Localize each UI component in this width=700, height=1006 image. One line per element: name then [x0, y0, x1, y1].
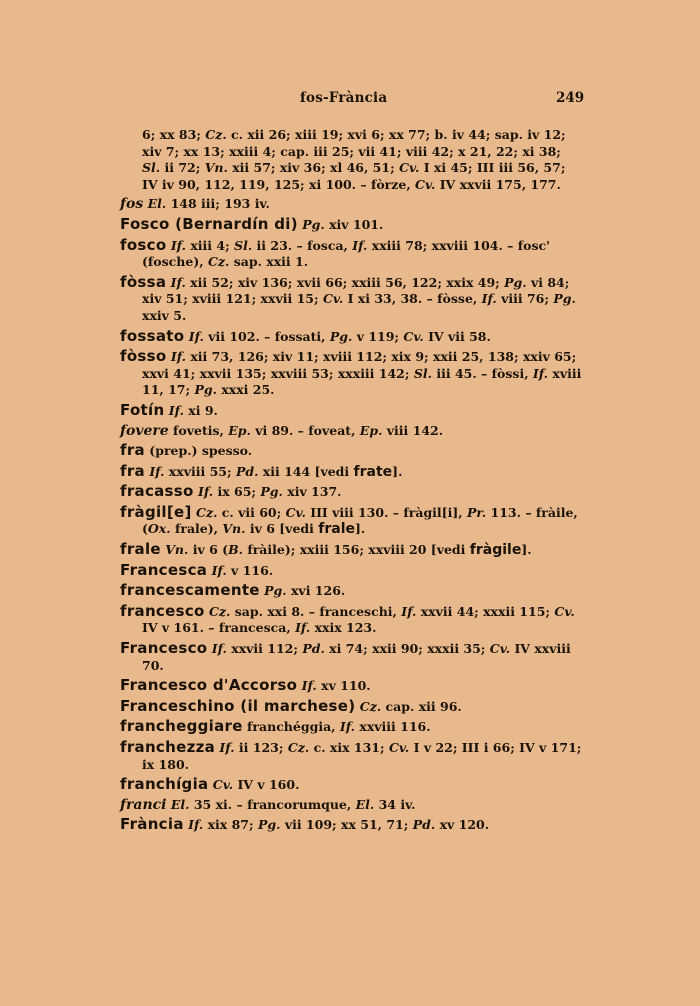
entry-text: sap. xxii 1.: [229, 254, 309, 270]
entry-text: c. xix 131;: [309, 740, 389, 755]
work-abbreviation: Vn.: [222, 521, 246, 537]
dictionary-entries: [120, 127, 582, 837]
entry-text: (prep.) spesso.: [144, 443, 253, 459]
dictionary-entry: [120, 483, 582, 501]
entry-text: ].: [392, 463, 403, 479]
work-abbreviation: Pg.: [260, 484, 283, 500]
work-abbreviation: If.: [188, 328, 204, 344]
entry-headword: fòsso: [120, 347, 167, 366]
work-abbreviation: Pg.: [504, 274, 527, 290]
entry-headword: franchezza: [120, 738, 216, 756]
work-abbreviation: Cz.: [207, 254, 230, 270]
entry-headword: frale: [120, 540, 161, 559]
entry-text: v 116.: [226, 562, 274, 578]
dictionary-entry: [120, 237, 582, 271]
entry-text: IV v 161. – francesca,: [142, 620, 296, 636]
entry-text: iii 45. – fòssi,: [432, 365, 533, 381]
work-abbreviation: If.: [170, 274, 186, 290]
entry-headword: fra: [120, 461, 145, 480]
running-header: [0, 90, 700, 110]
work-abbreviation: Vn.: [165, 542, 189, 558]
work-abbreviation: Pr.: [466, 504, 487, 520]
work-abbreviation: Pg.: [302, 216, 325, 232]
work-abbreviation: If.: [352, 237, 368, 253]
dictionary-entry: [120, 463, 582, 481]
work-abbreviation: B.: [228, 542, 243, 558]
dictionary-entry: [120, 423, 582, 440]
work-abbreviation: Cv.: [415, 176, 436, 192]
entry-text: frale),: [170, 521, 223, 537]
work-abbreviation: If.: [219, 740, 235, 755]
entry-text: viii 76;: [496, 291, 554, 307]
entry-text: franchéggia,: [242, 719, 340, 735]
entry-text: viii 142.: [382, 422, 444, 438]
dictionary-entry: [120, 640, 582, 674]
dictionary-entry: [120, 196, 582, 213]
work-abbreviation: If.: [211, 641, 227, 657]
entry-text: xxviii 116.: [355, 719, 431, 735]
entry-text: 148 iii; 193 iv.: [166, 196, 270, 212]
entry-text: ii 123;: [234, 740, 288, 755]
entry-text: cap. xii 96.: [381, 698, 462, 714]
entry-text: III viii 130. – fràgil[i],: [305, 504, 467, 520]
work-abbreviation: Cv.: [285, 504, 306, 520]
entry-text: xxvii 112;: [226, 641, 303, 657]
entry-text: xiv 101.: [324, 216, 384, 232]
entry-headword: francesco: [120, 601, 205, 620]
entry-headword: fovere: [120, 422, 169, 439]
cross-reference-word: fràgile: [469, 542, 522, 559]
entry-headword: franci: [120, 796, 167, 813]
dictionary-entry: [120, 718, 582, 736]
dictionary-entry: [120, 328, 582, 346]
entry-text: I xi 45; III iii 56, 57; IV iv 90, 112, 119, 125; xi 100. – fòrze,: [142, 160, 566, 192]
entry-headword: fosco: [120, 235, 167, 254]
dictionary-entry: [120, 677, 582, 695]
entry-text: xxxi 25.: [216, 382, 275, 398]
work-abbreviation: If.: [401, 603, 417, 619]
entry-text: fràile); xxiii 156; xxviii 20 [vedi: [242, 542, 470, 558]
work-abbreviation: Cv.: [403, 328, 424, 344]
entry-text: I xi 33, 38. – fòsse,: [343, 291, 482, 307]
entry-text: xxix 123.: [310, 620, 377, 636]
work-abbreviation: Pg.: [257, 817, 281, 833]
entry-headword: francheggiare: [120, 717, 243, 736]
entry-headword: Francesco d'Accorso: [120, 676, 298, 695]
dictionary-entry: [120, 582, 582, 600]
entry-text: ].: [355, 521, 366, 537]
work-abbreviation: Pd.: [235, 463, 259, 479]
dictionary-entry: [120, 541, 582, 559]
dictionary-entry: [120, 216, 582, 234]
work-abbreviation: Cv.: [554, 603, 575, 619]
work-abbreviation: Sl.: [413, 365, 432, 381]
work-abbreviation: If.: [188, 817, 204, 833]
work-abbreviation: Cz.: [359, 698, 382, 714]
dictionary-entry: [120, 274, 582, 325]
dictionary-entry: [120, 603, 582, 637]
entry-headword: Francesca: [120, 560, 208, 579]
dictionary-entry: [120, 562, 582, 580]
work-abbreviation: Cz.: [205, 127, 227, 142]
entry-headword: fracasso: [120, 482, 194, 501]
entry-headword: Frància: [120, 815, 184, 834]
entry-text: fovetis,: [168, 422, 229, 438]
work-abbreviation: If.: [481, 291, 497, 307]
entry-text: vi 84; xiv 51; xviii 121; xxvii 15;: [142, 274, 570, 307]
work-abbreviation: Pg.: [264, 583, 287, 599]
entry-text: xviii 11, 17;: [142, 365, 582, 398]
work-abbreviation: If.: [197, 484, 214, 500]
work-abbreviation: Sl.: [142, 160, 161, 176]
work-abbreviation: Pd.: [412, 817, 436, 833]
entry-text: 6; xx 83;: [142, 127, 206, 142]
work-abbreviation: Ox.: [147, 521, 171, 537]
entry-text: iv 6 [vedi: [245, 521, 319, 537]
work-abbreviation: El.: [147, 196, 167, 212]
work-abbreviation: Vn.: [204, 160, 228, 176]
entry-text: c. vii 60;: [217, 504, 286, 520]
work-abbreviation: Pg.: [329, 328, 353, 344]
entry-text: IV xxvii 175, 177.: [435, 176, 561, 192]
work-abbreviation: Ep.: [228, 422, 251, 438]
entry-text: ix 65;: [213, 484, 261, 500]
entry-headword: fòssa: [120, 272, 167, 291]
dictionary-entry: [120, 442, 582, 460]
work-abbreviation: Cv.: [322, 291, 344, 307]
work-abbreviation: If.: [301, 678, 317, 694]
work-abbreviation: El.: [170, 796, 190, 812]
entry-text: xv 120.: [435, 817, 490, 833]
entry-headword: Francesco: [120, 639, 208, 658]
entry-text: xxiii 78; xxviii 104. – fosc' (fosche),: [142, 237, 550, 270]
work-abbreviation: Cv.: [388, 740, 410, 755]
entry-text: 35 xi. – francorumque,: [189, 796, 356, 812]
entry-text: c. xii 26; xiii 19; xvi 6; xx 77; b. iv 44; sap. iv 12; xiv 7; xx 13; xxiii 4; cap. iii 25; vii 41; viii 42; x 21, 22; xi 38;: [142, 127, 566, 159]
entry-headword: Fosco (Bernardín di): [120, 214, 298, 233]
work-abbreviation: If.: [532, 365, 549, 381]
entry-text: xiv 137.: [282, 484, 342, 500]
entry-text: xv 110.: [316, 678, 371, 694]
entry-text: xiii 4;: [185, 237, 235, 253]
work-abbreviation: Cv.: [489, 641, 511, 657]
dictionary-entry: [120, 698, 582, 716]
cross-reference-word: frale: [318, 521, 355, 538]
entry-headword: Franceschino (il marchese): [120, 696, 356, 715]
entry-text: iv 6 (: [188, 542, 229, 558]
entry-text: xii 73, 126; xiv 11; xviii 112; xix 9; xxii 25, 138; xxiv 65; xxvi 41; xxvii 135; xxviii 53; xxxiii 142;: [142, 349, 577, 381]
entry-text: vii 109; xx 51, 71;: [280, 817, 413, 833]
entry-text: xxvii 44; xxxii 115;: [416, 603, 555, 619]
entry-text: ii 72;: [160, 160, 205, 176]
entry-headword: fos: [120, 196, 144, 213]
entry-text: IV vii 58.: [423, 328, 491, 344]
work-abbreviation: Cv.: [212, 777, 234, 793]
work-abbreviation: Cz.: [287, 740, 310, 755]
entry-headword: fossato: [120, 326, 185, 345]
entry-text: xi 74; xxii 90; xxxii 35;: [324, 641, 490, 657]
work-abbreviation: If.: [149, 463, 165, 479]
running-title: fos-Frància: [300, 90, 388, 106]
entry-headword: Fotín: [120, 400, 165, 419]
entry-text: xii 57; xiv 36; xl 46, 51;: [227, 160, 400, 176]
entry-text: xxviii 55;: [164, 463, 236, 479]
work-abbreviation: Pd.: [302, 641, 325, 657]
dictionary-entry: [120, 797, 582, 814]
entry-headword: fra: [120, 441, 145, 460]
entry-text: xii 52; xiv 136; xvii 66; xxiii 56, 122; xxix 49;: [185, 274, 505, 290]
entry-headword: fràgil[e]: [120, 502, 192, 521]
cross-reference-word: frate: [353, 463, 393, 480]
work-abbreviation: El.: [355, 796, 375, 812]
entry-text: xix 87;: [203, 817, 258, 833]
work-abbreviation: Cz.: [196, 504, 218, 520]
work-abbreviation: If.: [168, 402, 184, 418]
dictionary-entry: [120, 739, 582, 773]
work-abbreviation: If.: [211, 562, 227, 578]
entry-text: 113. – fràile, (: [142, 504, 578, 537]
entry-text: ].: [521, 542, 532, 558]
work-abbreviation: Cv.: [399, 160, 420, 176]
dictionary-entry: [120, 776, 582, 794]
work-abbreviation: If.: [339, 719, 356, 735]
dictionary-entry: [120, 402, 582, 420]
entry-text: ii 23. – fosca,: [252, 237, 353, 253]
entry-text: 34 iv.: [374, 796, 416, 812]
work-abbreviation: Pg.: [194, 382, 217, 398]
dictionary-entry: [120, 348, 582, 399]
dictionary-entry: [120, 127, 582, 193]
work-abbreviation: Cz.: [208, 603, 231, 619]
entry-text: sap. xxi 8. – franceschi,: [230, 603, 402, 619]
entry-text: xi 9.: [183, 402, 218, 418]
entry-headword: franchígia: [120, 775, 209, 794]
entry-text: xvi 126.: [286, 583, 346, 599]
entry-text: xii 144 [vedi: [258, 463, 354, 479]
work-abbreviation: Sl.: [234, 237, 253, 253]
entry-text: vii 102. – fossati,: [203, 328, 330, 344]
work-abbreviation: If.: [295, 620, 311, 636]
work-abbreviation: If.: [170, 349, 186, 365]
entry-text: v 119;: [352, 328, 404, 344]
entry-text: I v 22; III i 66; IV v 171; ix 180.: [142, 740, 582, 772]
work-abbreviation: If.: [170, 237, 186, 253]
entry-headword: francescamente: [120, 581, 260, 600]
entry-text: vi 89. – foveat,: [250, 422, 360, 438]
work-abbreviation: Pg.: [553, 291, 576, 307]
page-number: 249: [556, 90, 585, 106]
dictionary-entry: [120, 816, 582, 834]
work-abbreviation: Ep.: [359, 422, 383, 438]
dictionary-entry: [120, 504, 582, 538]
entry-text: xxiv 5.: [142, 307, 187, 323]
entry-text: IV v 160.: [233, 777, 300, 793]
entry-text: IV xxviii 70.: [142, 641, 571, 673]
